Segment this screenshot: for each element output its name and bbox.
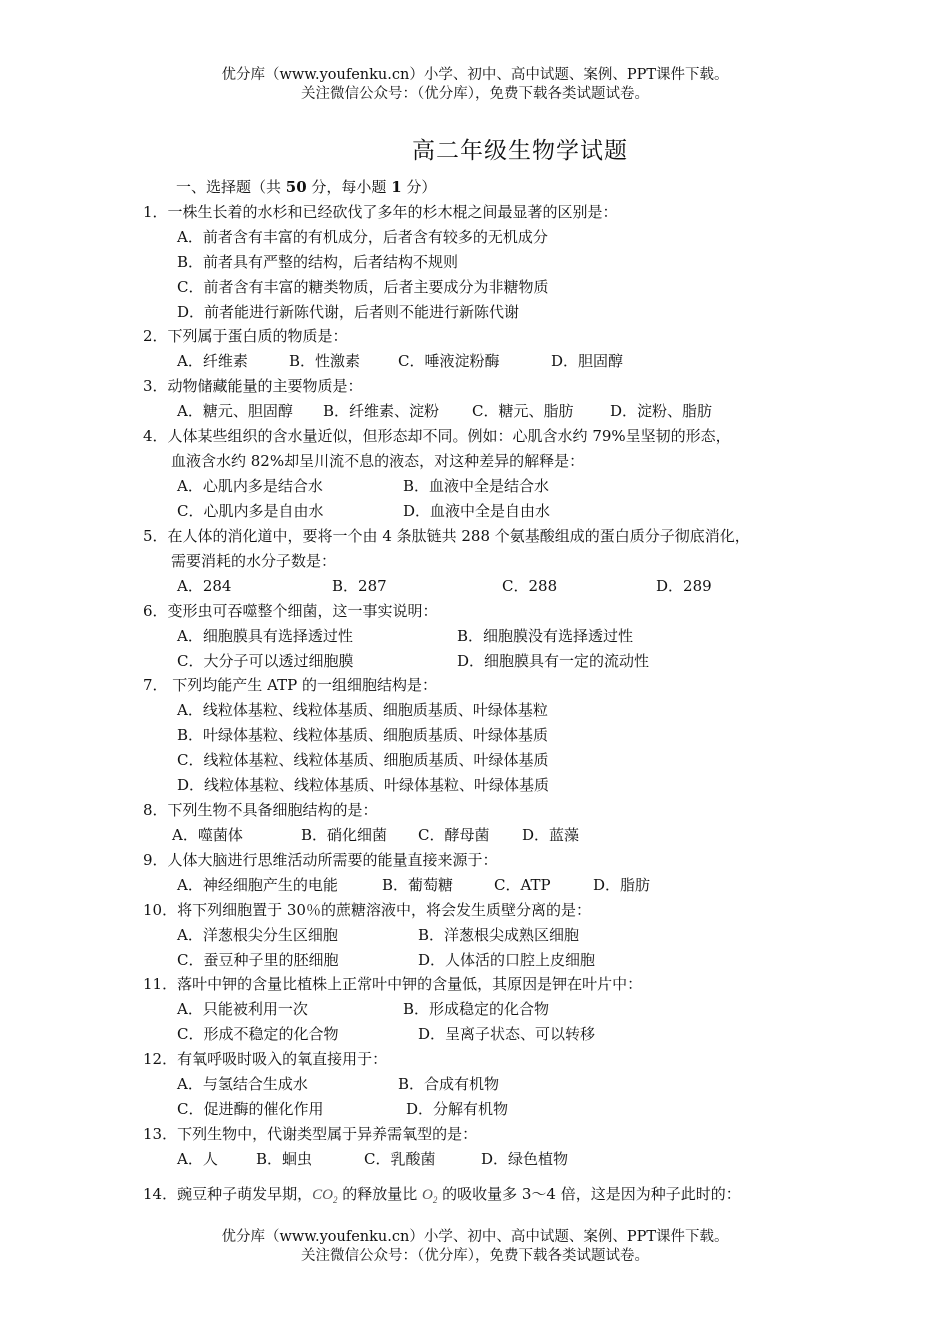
question-6-option-a: A．细胞膜具有选择透过性 [177,627,353,645]
header-line-1: 优分库（www.youfenku.cn）小学、初中、高中试题、案例、PPT课件下载。 [221,67,729,83]
question-14-stem: 14．豌豆种子萌发早期，$CO_2$ 的释放量比 $O_2$ 的吸收量多 3～4 倍，这是因为种子此时的： [143,1185,741,1205]
question-11-option-d: D．呈离子状态、可以转移 [418,1025,596,1043]
question-9-option-b: B．葡萄糖 [382,876,454,894]
question-1-option-c: C．前者含有丰富的糖类物质，后者主要成分为非糖物质 [177,278,549,296]
question-1-option-a: A．前者含有丰富的有机成分，后者含有较多的无机成分 [177,228,548,246]
question-13-option-c: C．乳酸菌 [364,1150,436,1168]
question-10-option-a: A．洋葱根尖分生区细胞 [177,926,338,944]
question-2-option-d: D．胆固醇 [551,352,624,370]
header-line-2: 关注微信公众号：（优分库），免费下载各类试题试卷。 [301,86,649,102]
question-3-option-a: A．糖元、胆固醇 [177,402,293,420]
question-11-stem: 11．落叶中钾的含量比植株上正常叶中钾的含量低，其原因是钾在叶片中： [143,975,643,993]
question-10-stem: 10．将下列细胞置于 30％的蔗糖溶液中，将会发生质壁分离的是： [143,901,591,919]
question-2-option-b: B．性激素 [289,352,361,370]
question-9-option-a: A．神经细胞产生的电能 [177,876,338,894]
question-12-stem: 12．有氧呼吸时吸入的氧直接用于： [143,1050,388,1068]
question-7-option-d: D．线粒体基粒、线粒体基质、叶绿体基粒、叶绿体基质 [177,776,550,794]
question-6-option-d: D．细胞膜具有一定的流动性 [457,652,650,670]
question-4-option-b: B．血液中全是结合水 [403,477,550,495]
question-5-option-b: B．287 [332,577,387,595]
question-11-option-b: B．形成稳定的化合物 [403,1000,550,1018]
question-12-option-c: C．促进酶的催化作用 [177,1100,324,1118]
footer-line-1: 优分库（www.youfenku.cn）小学、初中、高中试题、案例、PPT课件下载。 [221,1229,729,1245]
question-11-option-c: C．形成不稳定的化合物 [177,1025,339,1043]
question-6-option-b: B．细胞膜没有选择透过性 [457,627,634,645]
question-8-option-b: B．硝化细菌 [301,826,388,844]
question-8-stem: 8．下列生物不具备细胞结构的是： [143,801,378,819]
question-12-option-d: D．分解有机物 [406,1100,509,1118]
question-6-stem: 6．变形虫可吞噬整个细菌，这一事实说明： [143,602,438,620]
question-1-stem: 1．一株生长着的水杉和已经砍伐了多年的杉木棍之间最显著的区别是： [143,203,618,221]
question-3-stem: 3．动物储藏能量的主要物质是： [143,377,363,395]
question-9-option-d: D．脂肪 [593,876,651,894]
question-5-option-a: A．284 [177,577,232,595]
question-13-option-a: A．人 [177,1150,218,1168]
section-heading: 一、选择题（共 50 分，每小题 1 分） [176,178,437,196]
question-7-option-c: C．线粒体基粒、线粒体基质、细胞质基质、叶绿体基质 [177,751,549,769]
question-10-option-d: D．人体活的口腔上皮细胞 [418,951,596,969]
question-13-stem: 13．下列生物中，代谢类型属于异养需氧型的是： [143,1125,478,1143]
question-7-stem: 7． 下列均能产生 ATP 的一组细胞结构是： [143,676,437,694]
question-2-option-a: A．纤维素 [177,352,248,370]
o2-formula: $O_2$ [421,1187,438,1205]
question-9-option-c: C．ATP [494,876,551,894]
question-3-option-d: D．淀粉、脂肪 [610,402,713,420]
question-2-option-c: C．唾液淀粉酶 [398,352,500,370]
question-12-option-a: A．与氢结合生成水 [177,1075,308,1093]
question-12-option-b: B．合成有机物 [398,1075,500,1093]
question-4-option-a: A．心肌内多是结合水 [177,477,323,495]
question-4-option-d: D．血液中全是自由水 [403,502,551,520]
question-10-option-b: B．洋葱根尖成熟区细胞 [418,926,580,944]
question-4-option-c: C．心肌内多是自由水 [177,502,324,520]
question-8-option-a: A．噬菌体 [172,826,243,844]
page-header [0,66,950,104]
question-13-option-d: D．绿色植物 [481,1150,569,1168]
question-1-option-d: D．前者能进行新陈代谢，后者则不能进行新陈代谢 [177,303,520,321]
question-4-stem: 4．人体某些组织的含水量近似，但形态却不同。例如：心肌含水约 79%呈坚韧的形态， [143,427,731,445]
question-5-stem: 5．在人体的消化道中，要将一个由 4 条肽链共 288 个氨基酸组成的蛋白质分子彻底消化， [143,527,750,545]
question-3-option-c: C．糖元、脂肪 [472,402,574,420]
page-title: 高二年级生物学试题 [412,138,628,164]
co2-formula: $CO_2$ [312,1187,338,1205]
question-10-option-c: C．蚕豆种子里的胚细胞 [177,951,339,969]
question-5-option-c: C．288 [502,577,558,595]
footer-line-2: 关注微信公众号：（优分库），免费下载各类试题试卷。 [301,1248,649,1264]
question-6-option-c: C．大分子可以透过细胞膜 [177,652,354,670]
question-13-option-b: B．蛔虫 [256,1150,313,1168]
question-4-stem-continued: 血液含水约 82%却呈川流不息的液态，对这种差异的解释是： [171,452,585,470]
question-8-option-c: C．酵母菌 [418,826,490,844]
question-3-option-b: B．纤维素、淀粉 [323,402,440,420]
question-8-option-d: D．蓝藻 [522,826,580,844]
question-7-option-a: A．线粒体基粒、线粒体基质、细胞质基质、叶绿体基粒 [177,701,548,719]
question-9-stem: 9．人体大脑进行思维活动所需要的能量直接来源于： [143,851,498,869]
question-7-option-b: B．叶绿体基粒、线粒体基质、细胞质基质、叶绿体基质 [177,726,549,744]
question-2-stem: 2．下列属于蛋白质的物质是： [143,327,348,345]
question-1-option-b: B．前者具有严整的结构，后者结构不规则 [177,253,459,271]
question-11-option-a: A．只能被利用一次 [177,1000,308,1018]
question-5-option-d: D．289 [656,577,712,595]
page-footer [0,1228,950,1266]
question-5-stem-continued: 需要消耗的水分子数是： [171,552,337,570]
